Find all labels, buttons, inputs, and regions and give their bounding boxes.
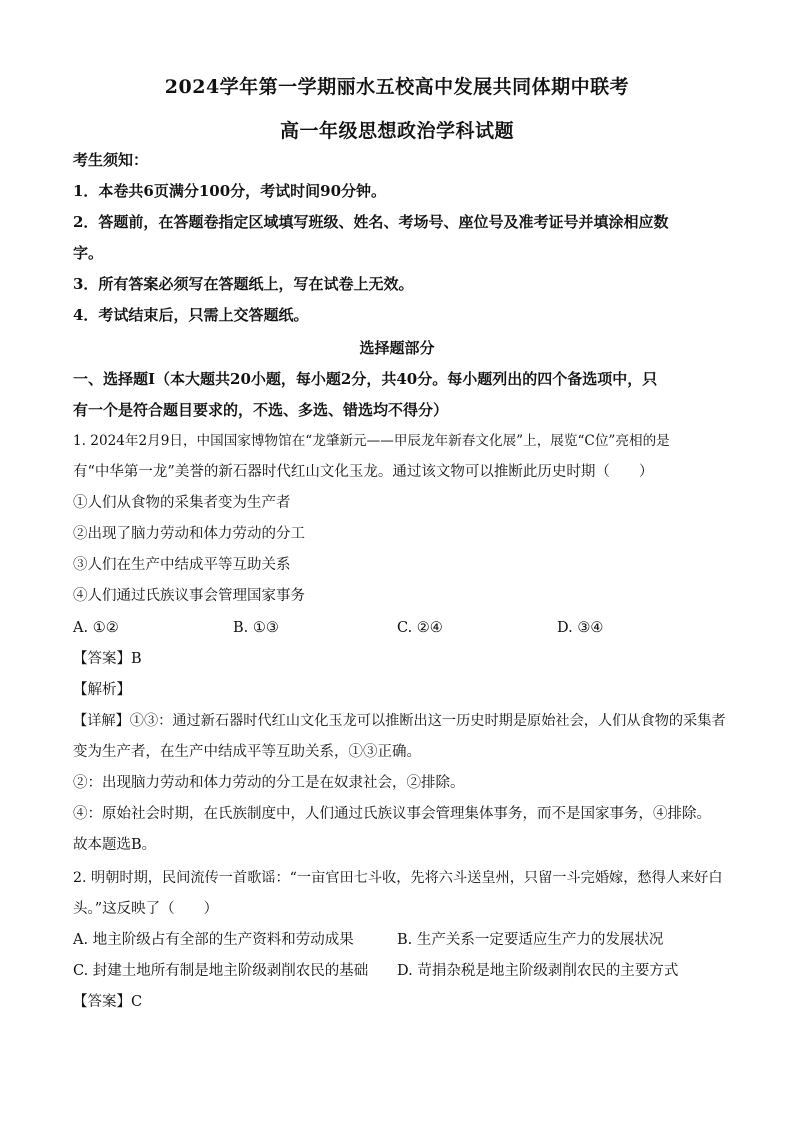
q2-option-d: D. 苛捐杂税是地主阶级剥削农民的主要方式 bbox=[397, 963, 679, 979]
q1-option-b: B. ①③ bbox=[233, 620, 279, 636]
q1-detail-line3: ②：出现脑力劳动和体力劳动的分工是在奴隶社会，②排除。 bbox=[73, 775, 465, 791]
notice-item-3: 3．所有答案必须写在答题纸上，写在试卷上无效。 bbox=[73, 275, 414, 293]
q1-statement-3: ③人们在生产中结成平等互助关系 bbox=[73, 557, 291, 573]
notice-item-4: 4．考试结束后，只需上交答题纸。 bbox=[73, 306, 309, 324]
part1-instruction-line1: 一、选择题Ⅰ（本大题共20小题，每小题2分，共40分。每小题列出的四个备选项中，只 bbox=[73, 370, 658, 388]
q2-stem-line2: 头。”这反映了（ ） bbox=[73, 901, 219, 917]
q1-option-c: C. ②④ bbox=[397, 620, 443, 636]
notice-item-2-cont: 字。 bbox=[73, 244, 104, 262]
q2-option-b: B. 生产关系一定要适应生产力的发展状况 bbox=[397, 932, 664, 948]
q2-answer: 【答案】C bbox=[73, 994, 143, 1010]
notice-item-1: 1．本卷共6页满分100分，考试时间90分钟。 bbox=[73, 182, 387, 200]
q1-statement-4: ④人们通过氏族议事会管理国家事务 bbox=[73, 588, 305, 604]
q1-stem-line2: 有“中华第一龙”美誉的新石器时代红山文化玉龙。通过该文物可以推断此历史时期（ ） bbox=[73, 464, 654, 480]
notice-heading: 考生须知： bbox=[73, 151, 149, 169]
q2-option-c: C. 封建土地所有制是地主阶级剥削农民的基础 bbox=[73, 963, 369, 979]
q1-stem-line1: 1. 2024年2月9日，中国国家博物馆在“龙肇新元——甲辰龙年新春文化展”上，展览“C位”亮相的是 bbox=[73, 433, 670, 449]
q2-option-a: A. 地主阶级占有全部的生产资料和劳动成果 bbox=[73, 932, 354, 948]
q1-option-d: D. ③④ bbox=[557, 620, 604, 636]
q1-analysis: 【解析】 bbox=[73, 682, 131, 698]
q1-answer: 【答案】B bbox=[73, 651, 142, 667]
exam-title: 2024学年第一学期丽水五校高中发展共同体期中联考 bbox=[164, 76, 630, 98]
q1-detail-line1: 【详解】①③：通过新石器时代红山文化玉龙可以推断出这一历史时期是原始社会，人们从食物的采集者 bbox=[73, 713, 726, 729]
q1-detail-line2: 变为生产者，在生产中结成平等互助关系，①③正确。 bbox=[73, 744, 421, 760]
q1-option-a: A. ①② bbox=[73, 620, 119, 636]
q1-detail-line4: ④：原始社会时期，在氏族制度中，人们通过氏族议事会管理集体事务，而不是国家事务，④排除。 bbox=[73, 806, 711, 822]
section-title: 选择题部分 bbox=[359, 339, 435, 357]
q2-stem-line1: 2. 明朝时期，民间流传一首歌谣：“一亩官田七斗收，先将六斗送皇州，只留一斗完婚嫁，愁得人来好白 bbox=[73, 870, 723, 886]
q1-statement-2: ②出现了脑力劳动和体力劳动的分工 bbox=[73, 526, 305, 542]
q1-statement-1: ①人们从食物的采集者变为生产者 bbox=[73, 495, 291, 511]
q1-conclusion: 故本题选B。 bbox=[73, 837, 157, 853]
part1-instruction-line2: 有一个是符合题目要求的，不选、多选、错选均不得分） bbox=[73, 401, 449, 419]
exam-subtitle: 高一年级思想政治学科试题 bbox=[279, 120, 514, 142]
notice-item-2: 2．答题前，在答题卷指定区域填写班级、姓名、考场号、座位号及准考证号并填涂相应数 bbox=[73, 213, 669, 231]
